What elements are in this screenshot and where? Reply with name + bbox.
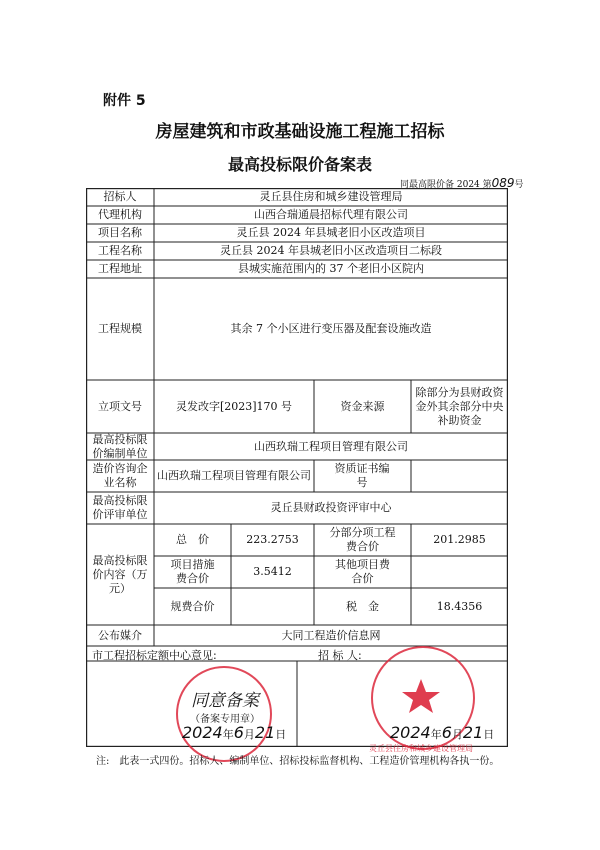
footnote: 注: 此表一式四份。招标人、编制单位、招标投标监督机构、工程造价管理机构各执一份。 [96, 756, 500, 767]
price-content-label: 最高投标限价内容（万元） [92, 553, 148, 595]
work-name-label: 工程名称 [98, 244, 142, 257]
center-year: 2024 [182, 723, 223, 742]
tax-value: 18.4356 [436, 599, 483, 613]
consultant-label: 造价咨询企业名称 [92, 462, 148, 489]
compiler-label: 最高投标限价编制单位 [92, 432, 148, 460]
work-scale-label: 工程规模 [98, 322, 142, 335]
tenderer-label: 招标人 [103, 190, 137, 203]
record-no-handwritten: 089 [491, 176, 515, 190]
qualification-label: 资质证书编 号 [334, 462, 412, 489]
center-opinion-heading: 市工程招标定额中心意见: [92, 649, 217, 662]
center-sign-date [182, 723, 286, 742]
tenderer-day-unit: 日 [483, 728, 495, 741]
subitem-fee-label: 分部分项工程费合价 [329, 526, 396, 553]
tax-label: 税 金 [346, 599, 379, 613]
agency-value: 山西合瑞通晨招标代理有限公司 [254, 208, 408, 221]
total-price-label: 总 价 [176, 533, 209, 546]
attachment-label: 附件 5 [103, 93, 146, 109]
fund-source-value: 除部分为县财政资金外其余部分中央补助资金 [415, 385, 504, 427]
measures-fee-value: 3.5412 [253, 565, 292, 578]
measures-fee-label: 项目措施费合价 [170, 558, 215, 585]
compiler-value: 山西玖瑞工程项目管理有限公司 [254, 439, 408, 453]
work-name-value: 灵丘县 2024 年县城老旧小区改造项目二标段 [220, 244, 442, 257]
record-prefix: 同最高限价备 2024 第 [400, 180, 492, 190]
approval-doc-value: 灵发改字[2023]170 号 [175, 399, 293, 413]
tenderer-sign-date [390, 723, 494, 742]
fees-label: 规费合价 [170, 599, 215, 613]
center-day-unit: 日 [275, 728, 287, 741]
other-fee-value [411, 556, 508, 588]
media-value: 大同工程造价信息网 [281, 628, 381, 642]
agency-label: 代理机构 [98, 208, 142, 221]
tenderer-sign-heading: 招 标 人: [318, 649, 362, 662]
tenderer-year: 2024 [390, 723, 431, 742]
center-month: 6 [233, 723, 244, 742]
reviewer-value: 灵丘县财政投资评审中心 [270, 501, 392, 514]
project-name-label: 项目名称 [98, 226, 142, 239]
consultant-value: 山西玖瑞工程项目管理有限公司 [157, 469, 311, 482]
project-name-value: 灵丘县 2024 年县城老旧小区改造项目 [236, 226, 426, 239]
subitem-fee-value: 201.2985 [433, 533, 486, 546]
other-fee-label: 其他项目费合价 [335, 558, 390, 585]
record-stamp-text: 同意备案 [191, 691, 259, 711]
media-label: 公布媒介 [98, 628, 142, 642]
work-address-label: 工程地址 [98, 262, 142, 275]
approval-doc-label: 立项文号 [98, 399, 142, 413]
work-scale-value: 其余 7 个小区进行变压器及配套设施改造 [230, 322, 432, 335]
record-table [86, 188, 508, 753]
center-day: 21 [254, 723, 276, 742]
tenderer-month-unit: 月 [451, 728, 463, 741]
title-line-1: 房屋建筑和市政基础设施工程施工招标 [155, 122, 445, 142]
tenderer-month: 6 [441, 723, 452, 742]
fund-source-label: 资金来源 [340, 399, 385, 413]
work-address-value: 县城实施范围内的 37 个老旧小区院内 [238, 262, 424, 275]
tenderer-day: 21 [462, 723, 484, 742]
tenderer-value: 灵丘县住房和城乡建设管理局 [259, 190, 403, 203]
fees-value [231, 588, 314, 625]
reviewer-label: 最高投标限价评审单位 [92, 494, 148, 521]
center-month-unit: 月 [243, 728, 255, 741]
total-price-value: 223.2753 [246, 533, 299, 546]
center-year-unit: 年 [222, 728, 234, 741]
qualification-value [411, 460, 508, 492]
tenderer-year-unit: 年 [430, 728, 442, 741]
record-suffix: 号 [514, 180, 524, 190]
tenderer-seal-text: 灵丘县住房和城乡建设管理局 [369, 744, 473, 753]
title-line-2: 最高投标限价备案表 [227, 155, 372, 174]
record-stamp-sub: （备案专用章） [190, 714, 260, 725]
